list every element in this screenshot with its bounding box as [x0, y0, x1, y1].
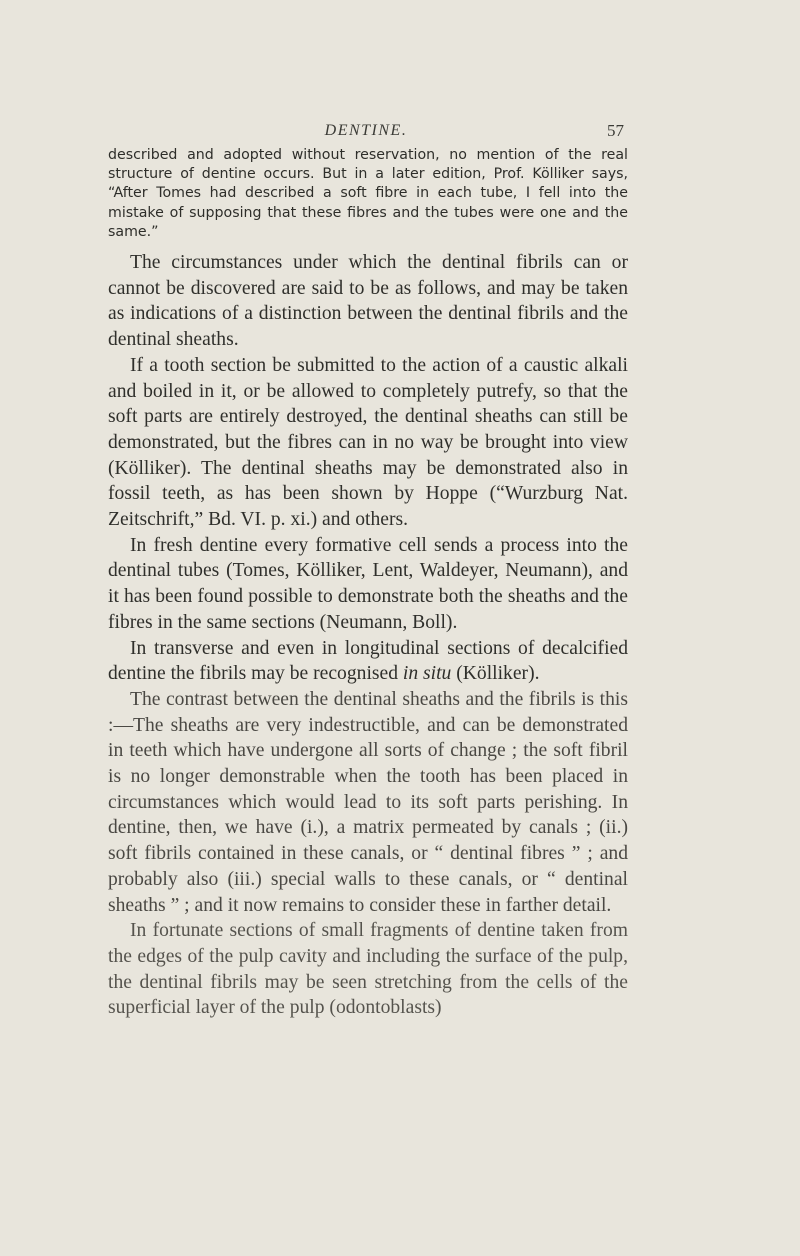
- in-situ-italic: in situ: [402, 663, 452, 685]
- paragraph-contrast: The contrast between the dentinal sheaths and the fibrils is this :—The sheaths are very indestructible, and can be demonstrated in teeth which have undergone all sorts of change ; the soft fibril is no longer demonstrable when the tooth has been placed in circumstances which would lead to its soft parts perishing. In dentine, then, we have (i.), a matrix permeated by canals ; (ii.) soft fibrils contained in these canals, or “ dentinal fibres ” ; and probably also (iii.) special walls to these canals, or “ dentinal sheaths ” ; and it now remains to consider these in farther detail.: [108, 688, 628, 916]
- body-text: [108, 146, 628, 1021]
- paragraph-transverse-sections: [108, 636, 628, 687]
- quoted-passage: described and adopted without reservation, no mention of the real structure of dentine occurs. But in a later edition, Prof. Kölliker says, “After Tomes had described a soft fibre in each tube, I fell into the mistake of supposing that these fibres and the tubes were one and the same.”: [108, 147, 628, 240]
- paragraph-transverse-text: In transverse and even in longitudinal sections of decalcified dentine the fibrils may be recognised: [108, 637, 628, 685]
- paragraph-circumstances: The circumstances under which the dentinal fibrils can or cannot be discovered are said to be as follows, and may be taken as indications of a distinction between the dentinal fibrils and the dentinal sheaths.: [108, 252, 628, 351]
- paragraph-fortunate-sections: In fortunate sections of small fragments of dentine taken from the edges of the pulp cavity and including the surface of the pulp, the dentinal fibrils may be seen stretching from the cells of the superficial layer of the pulp (odontoblasts): [108, 920, 628, 1019]
- paragraph-transverse-tail: (Kölliker).: [451, 663, 540, 685]
- running-head: [108, 118, 624, 142]
- page-number: 57: [607, 121, 624, 140]
- running-title: DENTINE.: [324, 122, 408, 139]
- paragraph-fresh-dentine: In fresh dentine every formative cell sends a process into the dentinal tubes (Tomes, Kölliker, Lent, Waldeyer, Neumann), and it has been found possible to demonstrate both the sheaths and the fibres in the same sections (Neumann, Boll).: [108, 534, 628, 633]
- paragraph-caustic-alkali: If a tooth section be submitted to the action of a caustic alkali and boiled in it, or be allowed to completely putrefy, so that the soft parts are entirely destroyed, the dentinal sheaths can still be demonstrated, but the fibres can in no way be brought into view (Kölliker). The dentinal sheaths may be demonstrated also in fossil teeth, as has been shown by Hoppe (“Wurzburg Nat. Zeitschrift,” Bd. VI. p. xi.) and others.: [108, 354, 628, 531]
